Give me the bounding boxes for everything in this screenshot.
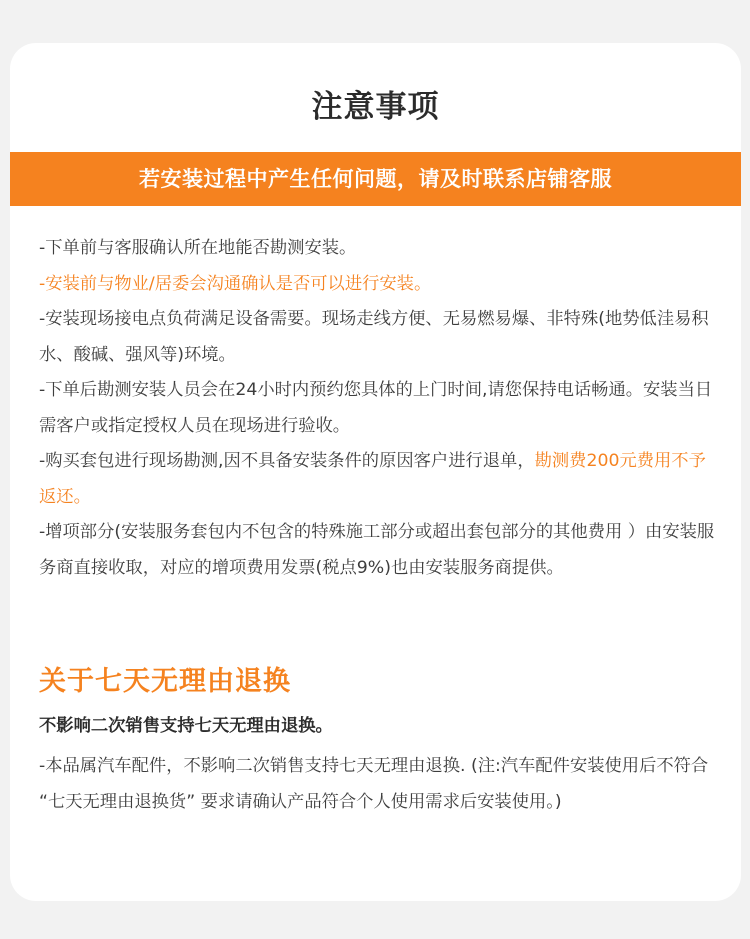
notice-item: -增项部分(安装服务套包内不包含的特殊施工部分或超出套包部分的其他费用 ）由安装服务商直接收取，对应的增项费用发票(税点9%)也由安装服务商提供。 — [39, 522, 715, 578]
notice-item-highlight: -安装前与物业/居委会沟通确认是否可以进行安装。 — [39, 273, 432, 294]
survey-fee-warning: 勘测费200元费用不予返还。 — [39, 451, 706, 507]
contact-service-banner: 若安装过程中产生任何问题，请及时联系店铺客服 — [10, 152, 741, 206]
notice-list — [39, 231, 717, 586]
notice-card — [10, 43, 741, 901]
return-policy-body: -本品属汽车配件，不影响二次销售支持七天无理由退换. (注:汽车配件安装使用后不符合 “七天无理由退换货” 要求请确认产品符合个人使用需求后安装使用。) — [39, 756, 709, 812]
notice-item — [39, 444, 717, 515]
return-policy-subheading: 不影响二次销售支持七天无理由退换。 — [39, 716, 333, 736]
notice-item-text: -购买套包进行现场勘测,因不具备安装条件的原因客户进行退单， — [39, 451, 535, 471]
notice-item: -下单前与客服确认所在地能否勘测安装。 — [39, 238, 357, 258]
return-policy-heading: 关于七天无理由退换 — [39, 666, 291, 697]
notice-item: -下单后勘测安装人员会在24小时内预约您具体的上门时间,请您保持电话畅通。安装当日需客户或指定授权人员在现场进行验收。 — [39, 380, 713, 436]
page-title: 注意事项 — [311, 89, 440, 125]
notice-item: -安装现场接电点负荷满足设备需要。现场走线方便、无易燃易爆、非特殊(地势低洼易积水、酸碱、强风等)环境。 — [39, 309, 709, 365]
